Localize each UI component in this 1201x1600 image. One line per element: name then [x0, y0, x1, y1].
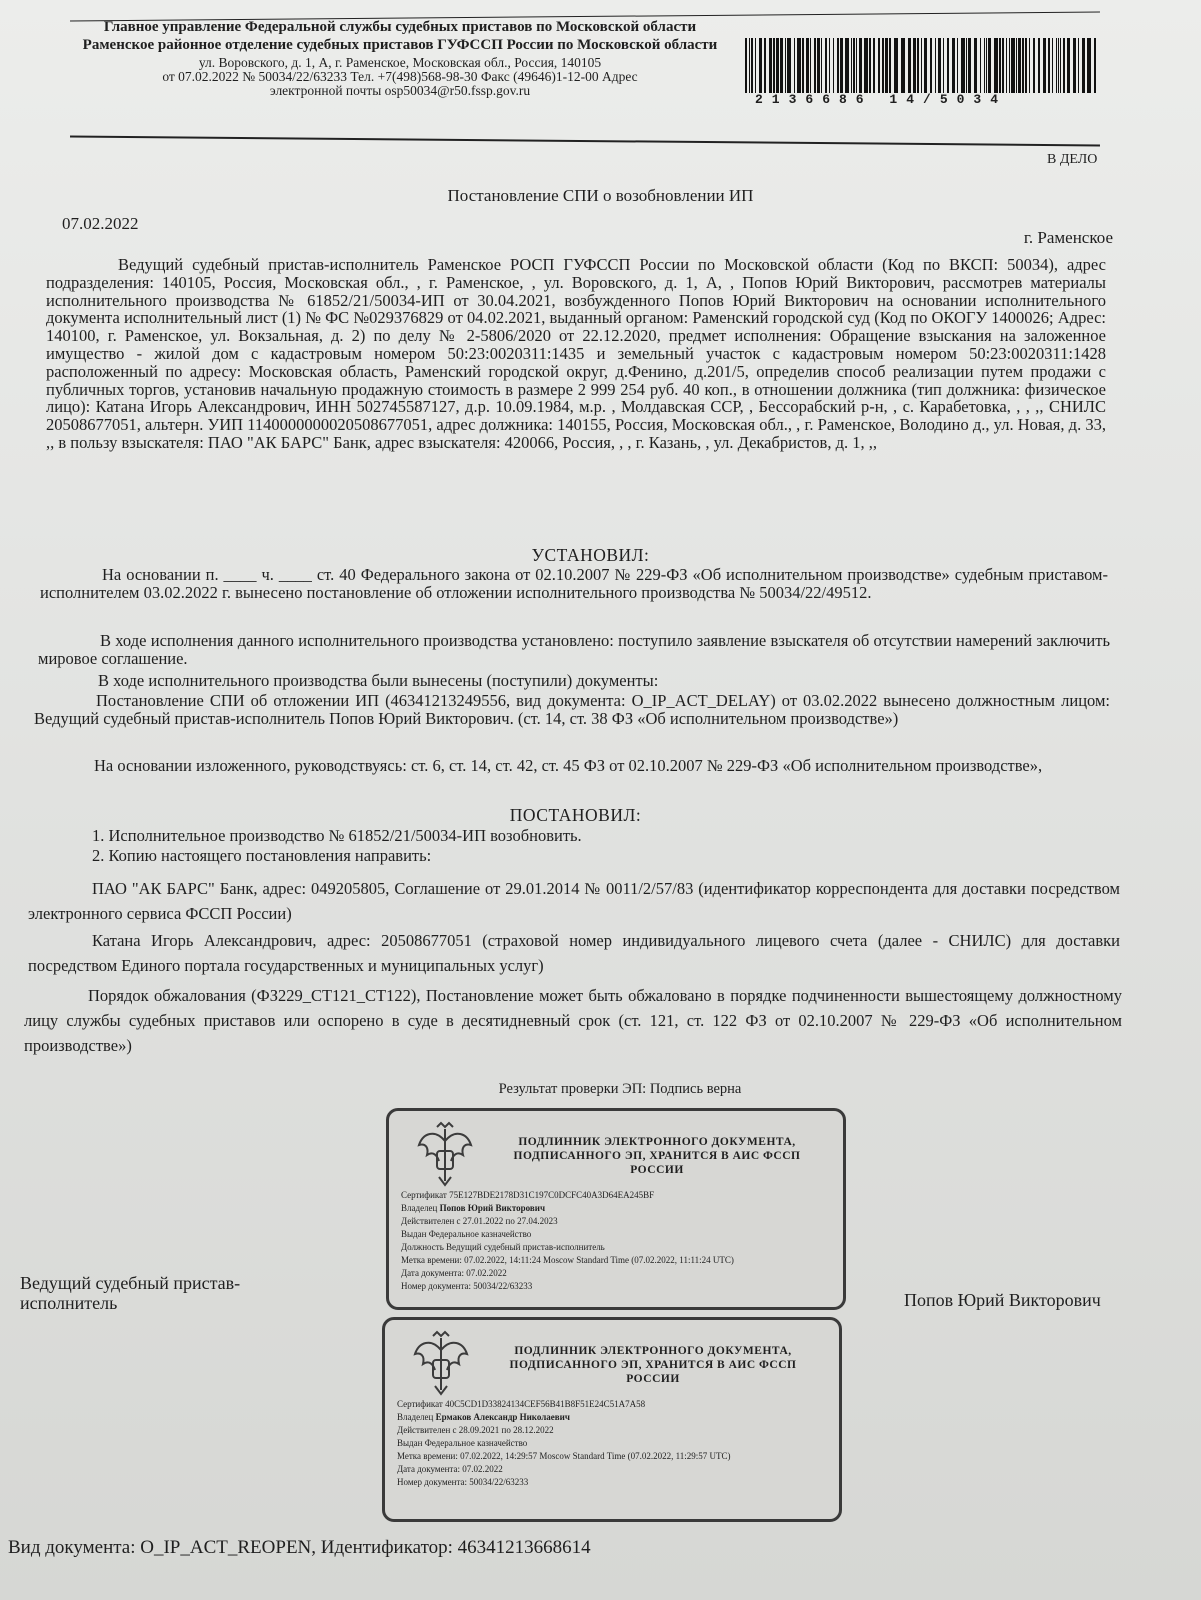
postanovil-item-1: 1. Исполнительное производство № 61852/21/50034-ИП возобновить.: [92, 826, 582, 845]
stamp-doc-number: Номер документа: 50034/22/63233: [397, 1477, 529, 1487]
barcode-bar: [1087, 38, 1091, 93]
recipient-debtor: Катана Игорь Александрович, адрес: 20508677051 (страховой номер индивидуального лицевого счета (далее - СНИЛС) для доставки посредством Единого портала государственных и муниципальных услуг): [28, 931, 1120, 975]
barcode-bar: [780, 38, 783, 93]
barcode-bar: [1022, 38, 1024, 93]
barcode-bar: [745, 38, 747, 93]
barcode-bar: [961, 38, 965, 93]
barcode-bar: [943, 38, 944, 93]
barcode-bar: [759, 38, 762, 93]
stamp-owner: Ермаков Александр Николаевич: [435, 1412, 570, 1422]
barcode-bar: [787, 38, 791, 93]
stamp-owner: Попов Юрий Викторович: [439, 1203, 546, 1213]
barcode-bar: [776, 38, 779, 93]
barcode-bar: [984, 38, 985, 93]
barcode-bar: [785, 38, 786, 93]
barcode-bar: [1058, 38, 1059, 93]
coat-of-arms-icon: [411, 1330, 471, 1396]
stamp-issuer: Выдан Федеральное казначейство: [401, 1229, 532, 1239]
barcode-bar: [817, 38, 820, 93]
stamp-owner-row: [397, 1411, 731, 1424]
barcode-bar: [840, 38, 843, 93]
barcode-bar: [885, 38, 888, 93]
barcode-bar: [1002, 38, 1004, 93]
barcode-bar: [908, 38, 911, 93]
barcode-bar: [1033, 38, 1035, 93]
barcode-bar: [999, 38, 1001, 93]
barcode-bar: [864, 38, 868, 93]
barcode-bar: [751, 38, 753, 93]
barcode-bar: [957, 38, 958, 93]
barcode-bar: [859, 38, 862, 93]
barcode-bar: [806, 38, 809, 93]
barcode-bar: [947, 38, 949, 93]
barcode-bar: [825, 38, 827, 93]
v-delo-mark: В ДЕЛО: [1047, 152, 1098, 167]
stamp-timestamp: Метка времени: 07.02.2022, 14:29:57 Moscow Standard Time (07.02.2022, 11:29:57 UTC): [397, 1451, 731, 1461]
barcode-bar: [853, 38, 855, 93]
barcode-bar: [889, 38, 891, 93]
signer-position: Ведущий судебный пристав-исполнитель: [20, 1273, 241, 1313]
barcode-bar: [901, 38, 905, 93]
barcode-bar: [764, 38, 766, 93]
barcode-bar: [769, 38, 772, 93]
barcode-bar: [924, 38, 927, 93]
barcode-bar: [814, 38, 816, 93]
intro-paragraph: Ведущий судебный пристав-исполнитель Раменское РОСП ГУФССП России по Московской области (Код по ВКСП: 50034), адрес подразделения: 140105, Россия, Московская обл., , г. Раменское, , ул. Воровского, д. 1, А, , Попов Юрий Викторович, рассмотрев материалы исполнительного производства № 61852/21/50034-ИП от 30.04.2021, возбужденного Попов Юрий Викторович на основании исполнительного документа исполнительный лист (1) № ФС №029376829 от 04.02.2021, выданный органом: Раменский городской суд (Код по ОКОГУ 1400026; Адрес: 140100, г. Раменское, ул. Вокзальная, д. 2) по делу № 2-5806/2020 от 22.12.2020, предмет исполнения: Обращение взыскания на заложенное имущество - жилой дом с кадастровым номером 50:23:0020311:1435 и земельный участок с кадастровым номером 50:23:0020311:1428 расположенный по адресу: Московская область, Раменский городской округ, д.Фенино, д.201/5, определив способ реализации путем продажи с публичных торгов, установив начальную продажную стоимость в размере 2 999 254 руб. 40 коп., в отношении должника (тип должника: физическое лицо): Катана Игорь Александрович, ИНН 502745587127, д.р. 10.09.1984, м.р. , Молдавская ССР, , Бессорабский р-н, , с. Карабетовка, , , ,, СНИЛС 20508677051, альтерн. УИП 1140000000020508677051, адрес должника: 140155, Россия, Московская обл., , г. Раменское, Володино д., ул. Новая, д. 33, ,, в пользу взыскателя: ПАО "АК БАРС" Банк, адрес взыскателя: 420066, Россия, , , г. Казань, , ул. Декабристов, д. 1, ,,: [46, 255, 1106, 452]
barcode-bar: [851, 38, 852, 93]
header-address: ул. Воровского, д. 1, А, г. Раменское, Московская обл., Россия, 140105: [198, 55, 602, 70]
postanovil-heading: ПОСТАНОВИЛ:: [509, 805, 642, 825]
coat-of-arms-icon: [415, 1121, 475, 1187]
stamp-certificate: Сертификат 75E127BDE2178D31C197C0DCFC40A3D64EA245BF: [401, 1190, 655, 1200]
recipient-bank: ПАО "АК БАРС" Банк, адрес: 049205805, Соглашение от 29.01.2014 № 0011/2/57/83 (идентификатор корреспондента для доставки посредством электронного сервиса ФССП России): [28, 879, 1120, 923]
barcode-bar: [773, 38, 775, 93]
barcode-bar: [1082, 38, 1085, 93]
ustanovil-paragraph-2: В ходе исполнения данного исполнительного производства установлено: поступило заявление взыскателя об отсутствии намерений заключить мировое соглашение.: [38, 631, 1110, 668]
barcode-bar: [882, 38, 884, 93]
stamp-doc-date: Дата документа: 07.02.2022: [401, 1268, 507, 1278]
postanovil-item-2: 2. Копию настоящего постановления направить:: [92, 846, 432, 865]
barcode-bar: [1011, 38, 1015, 93]
stamp-validity: Действителен с 27.01.2022 по 27.04.2023: [401, 1216, 558, 1226]
document-title: Постановление СПИ о возобновлении ИП: [447, 186, 754, 205]
barcode-bar: [878, 38, 880, 93]
barcode-bar: [913, 38, 916, 93]
barcode-bar: [1025, 38, 1027, 93]
barcode-bar: [1056, 38, 1057, 93]
stamp-details: [401, 1189, 734, 1293]
stamp-position: Должность Ведущий судебный пристав-исполнитель: [401, 1242, 605, 1252]
barcode-bar: [821, 38, 822, 93]
stamp-doc-number: Номер документа: 50034/22/63233: [401, 1281, 533, 1291]
barcode-bar: [980, 38, 981, 93]
barcode-bar: [1060, 38, 1061, 93]
barcode: [745, 38, 1100, 93]
barcode-bar: [938, 38, 941, 93]
document-city: г. Раменское: [1023, 228, 1113, 247]
e-signature-stamp: [382, 1317, 842, 1522]
barcode-bar: [1094, 38, 1096, 93]
barcode-bar: [894, 38, 898, 93]
barcode-bar: [1029, 38, 1030, 93]
header-email: электронной почты osp50034@r50.fssp.gov.ru: [269, 83, 531, 98]
barcode-bar: [873, 38, 875, 93]
ustanovil-heading: УСТАНОВИЛ:: [531, 545, 650, 565]
stamp-header: ПОДЛИННИК ЭЛЕКТРОННОГО ДОКУМЕНТА, ПОДПИСАННОГО ЭП, ХРАНИТСЯ В АИС ФССП РОССИИ: [513, 1136, 801, 1176]
barcode-bar: [921, 38, 922, 93]
barcode-bar: [837, 38, 839, 93]
barcode-bar: [794, 38, 795, 93]
barcode-bar: [845, 38, 849, 93]
stamp-owner-label: Владелец: [397, 1412, 434, 1422]
barcode-bar: [994, 38, 998, 93]
header-bottom-rule: [70, 136, 1100, 147]
barcode-bar: [917, 38, 919, 93]
barcode-bar: [930, 38, 932, 93]
ustanovil-paragraph-1: На основании п. ____ ч. ____ ст. 40 Федерального закона от 02.10.2007 № 229-ФЗ «Об исполнительном производстве» судебным приставом-исполнителем 03.02.2022 г. вынесено постановление об отложении исполнительного производства № 50034/22/49512.: [40, 565, 1108, 602]
document-header: [70, 20, 730, 98]
stamp-details: [397, 1398, 731, 1489]
barcode-bar: [1038, 38, 1040, 93]
barcode-bar: [1048, 38, 1050, 93]
barcode-bar: [1078, 38, 1079, 93]
stamp-header: ПОДЛИННИК ЭЛЕКТРОННОГО ДОКУМЕНТА, ПОДПИСАННОГО ЭП, ХРАНИТСЯ В АИС ФССП РОССИИ: [509, 1345, 797, 1385]
barcode-bar: [1009, 38, 1010, 93]
ustanovil-paragraph-3: В ходе исполнительного производства были вынесены (поступили) документы:: [98, 671, 659, 690]
barcode-bar: [802, 38, 804, 93]
barcode-bar: [968, 38, 971, 93]
barcode-bar: [935, 38, 936, 93]
barcode-bar: [755, 38, 756, 93]
barcode-bar: [988, 38, 991, 93]
stamp-certificate: Сертификат 40C5CD1D33824134CEF56B41B8F51E24C51A7A58: [397, 1399, 646, 1409]
barcode-bar: [749, 38, 750, 93]
barcode-number: 2136686 14/5034: [755, 92, 1008, 107]
barcode-bar: [1006, 38, 1007, 93]
barcode-bar: [1067, 38, 1070, 93]
e-signature-stamp: [386, 1108, 846, 1310]
header-department-name: Раменское районное отделение судебных приставов ГУФССП России по Московской области: [82, 37, 718, 53]
barcode-bar: [966, 38, 967, 93]
stamp-issuer: Выдан Федеральное казначейство: [397, 1438, 528, 1448]
signer-name: Попов Юрий Викторович: [904, 1290, 1101, 1310]
barcode-bar: [1073, 38, 1076, 93]
header-org-name: Главное управление Федеральной службы судебных приставов по Московской области: [103, 19, 697, 35]
barcode-bar: [1052, 38, 1053, 93]
ustanovil-paragraph-4: Постановление СПИ об отложении ИП (46341213249556, вид документа: O_IP_ACT_DELAY) от 03.02.2022 вынесено должностным лицом: Ведущий судебный пристав-исполнитель Попов Юрий Викторович. (ст. 14, ст. 38 ФЗ «Об исполнительном производстве»): [34, 691, 1110, 728]
barcode-bar: [833, 38, 834, 93]
ustanovil-paragraph-5: На основании изложенного, руководствуясь: ст. 6, ст. 14, ст. 42, ст. 45 ФЗ от 02.10.2007 № 229-ФЗ «Об исполнительном производстве»,: [94, 756, 1043, 775]
barcode-bar: [810, 38, 811, 93]
barcode-bar: [1063, 38, 1065, 93]
ep-verification-result: Результат проверки ЭП: Подпись верна: [498, 1081, 742, 1097]
stamp-validity: Действителен с 28.09.2021 по 28.12.2022: [397, 1425, 554, 1435]
document-type-footer: Вид документа: O_IP_ACT_REOPEN, Идентификатор: 46341213668614: [8, 1537, 591, 1558]
barcode-bar: [869, 38, 871, 93]
document-date: 07.02.2022: [62, 214, 139, 233]
barcode-bar: [1016, 38, 1017, 93]
stamp-doc-date: Дата документа: 07.02.2022: [397, 1464, 503, 1474]
stamp-owner-row: [401, 1202, 734, 1215]
barcode-bar: [856, 38, 857, 93]
stamp-timestamp: Метка времени: 07.02.2022, 14:11:24 Moscow Standard Time (07.02.2022, 11:11:24 UTC): [401, 1255, 734, 1265]
barcode-bar: [1018, 38, 1021, 93]
barcode-bar: [829, 38, 830, 93]
appeal-procedure: Порядок обжалования (ФЗ229_СТ121_СТ122), Постановление может быть обжаловано в порядке подчиненности вышестоящему должностному лицу службы судебных приставов или оспорено в суде в десятидневный срок (ст. 121, ст. 122 ФЗ от 02.10.2007 № 229-ФЗ «Об исполнительном производстве»): [24, 986, 1122, 1055]
barcode-bar: [986, 38, 987, 93]
barcode-bar: [974, 38, 977, 93]
barcode-bar: [1043, 38, 1046, 93]
barcode-bar: [952, 38, 955, 93]
header-contacts: от 07.02.2022 № 50034/22/63233 Тел. +7(498)568-98-30 Факс (49646)1-12-00 Адрес: [162, 69, 638, 84]
barcode-bar: [797, 38, 801, 93]
stamp-owner-label: Владелец: [401, 1203, 438, 1213]
